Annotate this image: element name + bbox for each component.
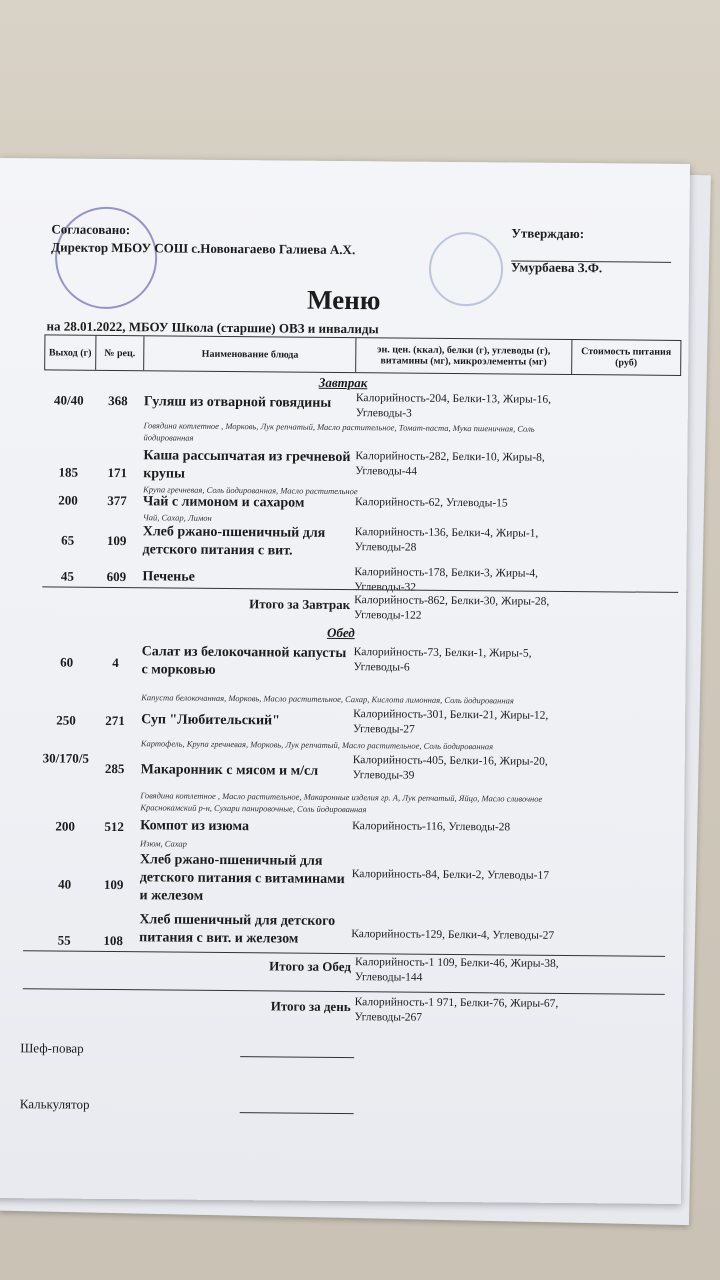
section-breakfast: Завтрак	[318, 374, 368, 391]
row-output: 60	[60, 654, 74, 670]
table-row	[0, 910, 683, 949]
row-nutrition: Калорийность-73, Белки-1, Жиры-5, Углеводы-6	[353, 646, 532, 674]
row-name: Хлеб ржано-пшеничный для детского питания с вит.	[142, 524, 326, 559]
row-recipe: 512	[104, 818, 124, 835]
row-recipe: 285	[104, 760, 125, 777]
row-name: Чай с лимоном и сахаром	[142, 494, 305, 511]
header-cost: Стоимость питания (руб)	[581, 346, 672, 369]
approval-left	[51, 220, 355, 259]
row-ingredients: Говядина котлетное , Морковь, Лук репчатый, Масло растительное, Томат-паста, Мука пшеничная, Соль йодированная	[143, 420, 535, 443]
calculator-label: Калькулятор	[19, 1096, 90, 1112]
row-ingredients: Говядина котлетное , Масло растительное, Макаронные изделия гр. А, Лук репчатый, Яйцо, Масло сливочное Краснокамский р-н, Сухари панировочные, Соль йодированная	[140, 790, 543, 815]
day-total: Калорийность-1 971, Белки-76, Жиры-67, Углеводы-267	[354, 996, 559, 1024]
breakfast-total-label: Итого за Завтрак	[249, 596, 351, 613]
row-output: 30/170/5	[42, 750, 89, 766]
row-ingredients: Изюм, Сахар	[139, 838, 188, 849]
row-name: Гуляш из отварной говядины	[143, 394, 332, 411]
header-nutrition: эн. цен. (ккал), белки (г), углеводы (г), витамины (мг), микроэлементы (мг)	[356, 338, 572, 374]
row-nutrition: Калорийность-129, Белки-4, Углеводы-27	[351, 928, 555, 942]
header-recipe: № рец.	[96, 336, 145, 370]
row-nutrition: Калорийность-178, Белки-3, Жиры-4, Углеводы-32	[354, 566, 539, 594]
header-name: Наименование блюда	[145, 336, 357, 372]
calculator-signature-line	[240, 1112, 354, 1114]
row-recipe: 368	[108, 392, 128, 409]
row-recipe: 4	[112, 654, 119, 671]
row-nutrition: Калорийность-405, Белки-16, Жиры-20, Углеводы-39	[352, 754, 548, 782]
row-ingredients: Крупа гречневая, Соль йодированная, Масло растительное	[143, 484, 358, 497]
row-nutrition: Калорийность-62, Углеводы-15	[354, 496, 508, 510]
row-output: 40/40	[54, 392, 84, 408]
row-nutrition: Калорийность-136, Белки-4, Жиры-1, Углеводы-28	[354, 526, 539, 554]
row-name: Хлеб ржано-пшеничный для детского питания с витаминами и железом	[139, 852, 345, 904]
header-output: Выход (г)	[45, 335, 96, 369]
row-recipe: 609	[106, 568, 127, 585]
page-subtitle: на 28.01.2022, МБОУ Школа (старшие) ОВЗ и инвалиды	[46, 318, 379, 337]
row-output: 45	[60, 568, 74, 584]
row-recipe: 108	[103, 932, 123, 949]
row-output: 65	[61, 532, 75, 548]
row-name: Хлеб пшеничный для детского питания с вит. и железом	[139, 912, 336, 947]
row-name: Каша рассыпчатая из гречневой крупы	[143, 448, 351, 482]
row-nutrition: Калорийность-282, Белки-10, Жиры-8, Углеводы-44	[355, 450, 545, 478]
approval-right-label: Утверждаю:	[511, 225, 585, 242]
row-output: 250	[56, 712, 76, 728]
row-output: 40	[58, 876, 72, 892]
row-name: Компот из изюма	[140, 818, 250, 835]
row-recipe: 271	[105, 712, 125, 729]
row-name: Суп "Любительский"	[141, 712, 281, 729]
table-row	[0, 562, 686, 594]
row-output: 200	[58, 492, 78, 508]
row-output: 200	[55, 818, 75, 834]
table-header	[44, 334, 681, 376]
table-row	[0, 446, 687, 497]
lunch-total-label: Итого за Обед	[269, 958, 352, 975]
lunch-total: Калорийность-1 109, Белки-46, Жиры-38, Углеводы-144	[354, 956, 559, 984]
menu-sheet	[0, 158, 690, 1204]
day-total-label: Итого за день	[270, 998, 351, 1015]
divider	[23, 988, 665, 995]
breakfast-total: Калорийность-862, Белки-30, Жиры-28, Углеводы-122	[353, 594, 550, 622]
divider	[23, 950, 665, 957]
approval-left-name: Директор МБОУ СОШ с.Новонагаево Галиева А.Х.	[51, 239, 356, 258]
row-nutrition: Калорийность-204, Белки-13, Жиры-16, Углеводы-3	[355, 392, 552, 420]
row-ingredients: Чай, Сахар, Лимон	[142, 512, 212, 523]
row-output: 55	[57, 932, 71, 948]
row-recipe: 109	[106, 532, 127, 549]
row-nutrition: Калорийность-301, Белки-21, Жиры-12, Углеводы-27	[352, 708, 549, 736]
approval-right-name: Умурбаева З.Ф.	[511, 259, 603, 276]
section-lunch: Обед	[326, 624, 355, 641]
row-nutrition: Калорийность-84, Белки-2, Углеводы-17	[351, 868, 550, 882]
row-output: 185	[58, 464, 79, 480]
approval-left-label: Согласовано:	[51, 221, 131, 238]
row-name: Макаронник с мясом и м/сл	[140, 762, 319, 779]
chef-label: Шеф-повар	[20, 1040, 84, 1056]
row-ingredients: Картофель, Крупа гречневая, Морковь, Лук репчатый, Масло растительное, Соль йодированная	[140, 738, 494, 752]
row-recipe: 377	[107, 492, 127, 509]
approval-right	[511, 224, 603, 277]
row-nutrition: Калорийность-116, Углеводы-28	[352, 820, 511, 834]
row-name: Печенье	[142, 569, 195, 585]
row-recipe: 171	[107, 464, 128, 481]
chef-signature-line	[240, 1056, 354, 1058]
row-ingredients: Капуста белокочанная, Морковь, Масло растительное, Сахар, Кислота лимонная, Соль йодированная	[141, 692, 514, 706]
page-title: Меню	[306, 284, 381, 316]
row-recipe: 109	[103, 876, 124, 893]
row-name: Салат из белокочанной капусты с морковью	[141, 644, 347, 678]
